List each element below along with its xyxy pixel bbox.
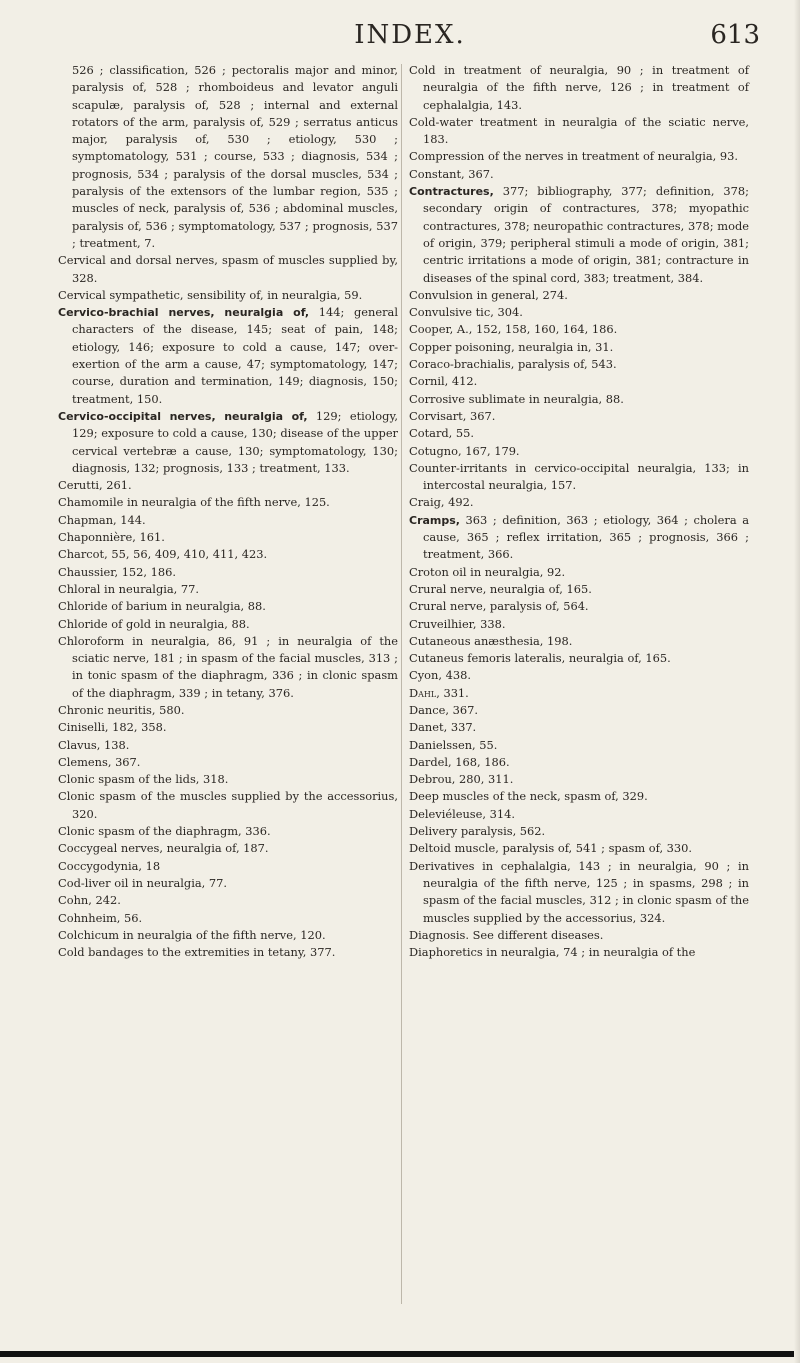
index-entry-text: Deltoid muscle, paralysis of, 541 ; spasm of, 330. (409, 841, 693, 856)
index-entry (58, 564, 398, 581)
index-entry (58, 875, 398, 892)
index-entry-text: Deep muscles of the neck, spasm of, 329. (409, 789, 648, 804)
index-entry-text: Cohn, 242. (58, 893, 121, 908)
index-entry (409, 62, 749, 114)
index-entry-text: Cruveilhier, 338. (409, 616, 506, 631)
index-entry (58, 408, 398, 477)
running-title: INDEX. (354, 20, 466, 50)
index-entry-text: Cold bandages to the extremities in tetany, 377. (58, 945, 336, 960)
index-entry (58, 892, 398, 909)
index-entry (409, 633, 749, 650)
index-entry-text: Cervical and dorsal nerves, spasm of muscles supplied by, 328. (58, 253, 398, 285)
index-entry (409, 564, 749, 581)
index-entry (409, 287, 749, 304)
index-entry (58, 702, 398, 719)
index-entry-text: Counter-irritants in cervico-occipital neuralgia, 133; in intercostal neuralgia, 157. (409, 460, 749, 493)
index-entry (409, 512, 749, 564)
index-entry (409, 806, 749, 823)
index-entry (409, 304, 749, 321)
index-entry-text: Chloral in neuralgia, 77. (58, 581, 200, 596)
index-entry-text: Chloride of gold in neuralgia, 88. (58, 616, 250, 631)
index-entry-text: Cooper, A., 152, 158, 160, 164, 186. (409, 322, 618, 337)
index-entry (58, 858, 398, 875)
index-entry (409, 425, 749, 442)
index-entry (58, 840, 398, 857)
index-entry-text: Copper poisoning, neuralgia in, 31. (409, 339, 614, 354)
index-entry-text: Corvisart, 367. (409, 408, 496, 423)
index-entry-heading: Cervico-brachial nerves, neuralgia of, (58, 306, 310, 320)
index-entry-heading: Contractures, (409, 185, 494, 199)
index-entry (58, 512, 398, 529)
index-entry (409, 443, 749, 460)
index-entry-text: Crural nerve, paralysis of, 564. (409, 599, 589, 614)
index-entry-text: 363 ; definition, 363 ; etiology, 364 ; cholera a cause, 365 ; reflex irritation, 365 ; prognosis, 366 ; treatment, 366. (423, 512, 749, 562)
index-entry (58, 581, 398, 598)
index-entry-text: Convulsion in general, 274. (409, 287, 568, 302)
index-entry (58, 788, 398, 823)
index-entry (409, 356, 749, 373)
index-entry-text: Chronic neuritis, 580. (58, 702, 185, 717)
index-entry (58, 494, 398, 511)
index-entry (409, 114, 749, 149)
index-entry-text: Deleviéleuse, 314. (409, 806, 515, 821)
index-entry-text: Coccygeal nerves, neuralgia of, 187. (58, 841, 269, 856)
index-entry (58, 633, 398, 702)
index-entry-text: Ciniselli, 182, 358. (58, 720, 167, 735)
index-entry (58, 754, 398, 771)
index-entry-text: Derivatives in cephalalgia, 143 ; in neuralgia, 90 ; in neuralgia of the fifth nerve, 125 ; in spasms, 298 ; in spasm of the facial muscles, 312 ; in clonic spasm of the muscles supplied by the accessorius, 324. (409, 858, 749, 925)
index-entry (409, 927, 749, 944)
index-entry-text: Convulsive tic, 304. (409, 305, 523, 320)
index-entry-text: 377; bibliography, 377; definition, 378; secondary origin of contractures, 378; myopathic contractures, 378; neuropathic contractures, 378; mode of origin, 379; peripheral stimuli a mode of origin, 381; centric irritations a mode of origin, 381; contracture in diseases of the spinal cord, 383; treatment, 384. (423, 184, 749, 285)
index-entry (409, 148, 749, 165)
index-entry (409, 944, 749, 961)
index-entry-text: Corrosive sublimate in neuralgia, 88. (409, 391, 624, 406)
index-entry-text: Diagnosis. See different diseases. (409, 927, 604, 942)
index-entry-text: Clonic spasm of the diaphragm, 336. (58, 824, 271, 839)
index-entry-text: 526 ; classification, 526 ; pectoralis major and minor, paralysis of, 528 ; rhomboideus and levator anguli scapulæ, paralysis of, 528 ; internal and external rotators of the arm, paralysis of, 529 ; serratus anticus major, paralysis of, 530 ; etiology, 530 ; symptomatology, 531 ; course, 533 ; diagnosis, 534 ; prognosis, 534 ; paralysis of the dorsal muscles, 534 ; paralysis of the extensors of the lumbar region, 535 ; muscles of neck, paralysis of, 536 ; abdominal muscles, paralysis of, 536 ; symptomatology, 537 ; prognosis, 537 ; treatment, 7. (72, 63, 398, 250)
index-entry (58, 771, 398, 788)
index-entry (409, 183, 749, 287)
index-entry-text: Diaphoretics in neuralgia, 74 ; in neuralgia of the (409, 945, 696, 960)
index-entry (58, 719, 398, 736)
index-entry-text: Craig, 492. (409, 495, 474, 510)
index-entry (409, 460, 749, 495)
page-header (60, 20, 760, 60)
index-entry-text: Chapman, 144. (58, 512, 146, 527)
index-entry-text: Charcot, 55, 56, 409, 410, 411, 423. (58, 547, 268, 562)
index-entry (58, 944, 398, 961)
index-entry-text: Croton oil in neuralgia, 92. (409, 564, 566, 579)
index-entry (58, 477, 398, 494)
index-entry (409, 840, 749, 857)
index-entry-text: Coraco-brachialis, paralysis of, 543. (409, 357, 617, 372)
index-entry-text: Clonic spasm of the lids, 318. (58, 772, 229, 787)
index-entry (409, 702, 749, 719)
index-entry (58, 252, 398, 287)
index-entry-heading: Cramps, (409, 513, 460, 527)
index-entry (409, 719, 749, 736)
index-entry (409, 667, 749, 684)
index-entry (409, 391, 749, 408)
index-entry (409, 321, 749, 338)
index-entry-text: Chloroform in neuralgia, 86, 91 ; in neuralgia of the sciatic nerve, 181 ; in spasm of the facial muscles, 313 ; in tonic spasm of the diaphragm, 336 ; in clonic spasm of the diaphragm, 339 ; in tetany, 376. (58, 633, 398, 700)
index-entry-text: Debrou, 280, 311. (409, 772, 514, 787)
index-entry-text: 144; general characters of the disease, 145; seat of pain, 148; etiology, 146; exposure to cold a cause, 147; over-exertion of the arm a cause, 47; symptomatology, 147; course, duration and termination, 149; diagnosis, 150; treatment, 150. (72, 305, 398, 406)
index-entry (58, 823, 398, 840)
index-entry-text: Clonic spasm of the muscles supplied by the accessorius, 320. (58, 789, 398, 821)
index-entry (409, 166, 749, 183)
index-entry (58, 529, 398, 546)
index-entry (58, 616, 398, 633)
index-entry-text: Compression of the nerves in treatment of neuralgia, 93. (409, 149, 739, 164)
page-bottom-edge (0, 1351, 800, 1357)
index-column-left (58, 62, 398, 961)
index-entry (58, 546, 398, 563)
index-entry-text: Danielssen, 55. (409, 737, 498, 752)
index-entry-text: Cold-water treatment in neuralgia of the sciatic nerve, 183. (409, 114, 749, 147)
index-entry (409, 858, 749, 927)
index-entry (409, 494, 749, 511)
column-divider (401, 64, 402, 1304)
index-entry (409, 788, 749, 805)
index-entry (409, 685, 749, 702)
index-entry-text: Delivery paralysis, 562. (409, 824, 546, 839)
index-entry (409, 339, 749, 356)
index-entry (58, 737, 398, 754)
index-entry-text: Clemens, 367. (58, 754, 141, 769)
page-right-edge (794, 0, 800, 1363)
index-entry (409, 650, 749, 667)
index-entry-text: Cyon, 438. (409, 668, 471, 683)
index-entry-text: Chloride of barium in neuralgia, 88. (58, 599, 266, 614)
index-entry-text: Dardel, 168, 186. (409, 754, 510, 769)
index-entry-text: Constant, 367. (409, 166, 494, 181)
index-entry-text: Cervical sympathetic, sensibility of, in neuralgia, 59. (58, 287, 363, 302)
index-column-right (409, 62, 749, 961)
index-entry-text: Chamomile in neuralgia of the fifth nerve, 125. (58, 495, 330, 510)
index-entry-text: Colchicum in neuralgia of the fifth nerve, 120. (58, 927, 326, 942)
index-entry-text: Dahl, 331. (409, 685, 469, 700)
index-entry-text: Cotard, 55. (409, 426, 475, 441)
index-entry-text: Chaussier, 152, 186. (58, 564, 177, 579)
index-entry-text: Coccygodynia, 18 (58, 858, 161, 873)
index-entry-text: Cohnheim, 56. (58, 910, 143, 925)
index-entry (409, 598, 749, 615)
index-entry (409, 823, 749, 840)
index-entry (409, 771, 749, 788)
index-entry-text: Cutaneous anæsthesia, 198. (409, 633, 573, 648)
index-entry (58, 62, 398, 252)
index-entry (58, 910, 398, 927)
index-entry (409, 616, 749, 633)
index-entry-text: Dance, 367. (409, 702, 478, 717)
index-entry (58, 304, 398, 408)
index-entry-text: Cold in treatment of neuralgia, 90 ; in treatment of neuralgia of the fifth nerve, 126 ; in treatment of cephalalgia, 143. (409, 63, 749, 112)
index-entry-text: Cod-liver oil in neuralgia, 77. (58, 875, 227, 890)
index-entry-text: Chaponnière, 161. (58, 530, 165, 545)
index-entry-text: Danet, 337. (409, 720, 477, 735)
index-entry (58, 927, 398, 944)
index-entry (58, 598, 398, 615)
index-entry-text: Cerutti, 261. (58, 478, 132, 493)
index-entry (409, 737, 749, 754)
index-entry (409, 408, 749, 425)
index-entry (409, 373, 749, 390)
index-entry-text: Clavus, 138. (58, 737, 130, 752)
index-entry-text: Cutaneus femoris lateralis, neuralgia of, 165. (409, 651, 671, 666)
index-entry (409, 581, 749, 598)
page-number: 613 (710, 20, 760, 50)
index-entry-heading: Cervico-occipital nerves, neuralgia of, (58, 409, 308, 423)
index-entry (58, 287, 398, 304)
index-entry-text: Crural nerve, neuralgia of, 165. (409, 581, 592, 596)
index-entry-text: Cotugno, 167, 179. (409, 443, 520, 458)
index-entry-text: 129; etiology, 129; exposure to cold a cause, 130; disease of the upper cervical vertebræ a cause, 130; symptomatology, 130; diagnosis, 132; prognosis, 133 ; treatment, 133. (72, 408, 398, 475)
index-entry-text: Cornil, 412. (409, 374, 478, 389)
index-entry (409, 754, 749, 771)
